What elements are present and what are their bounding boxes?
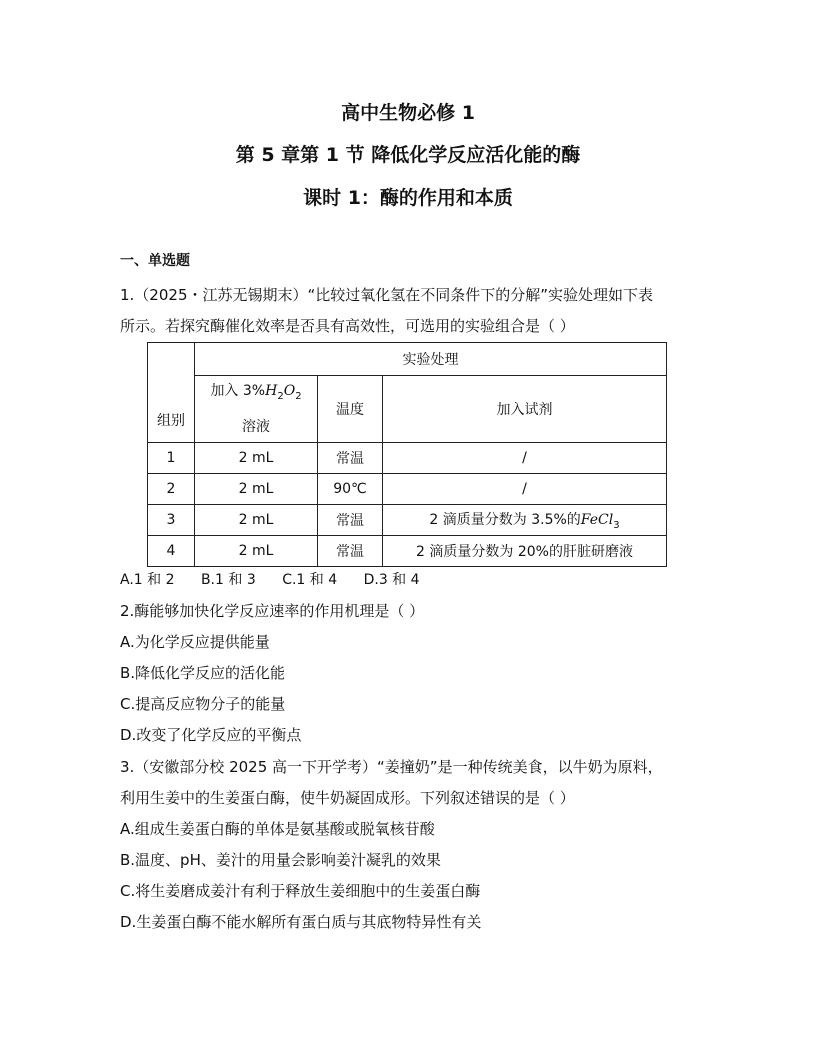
header-reagent: 加入试剂	[383, 376, 667, 443]
option-a[interactable]: A.为化学反应提供能量	[120, 633, 270, 651]
experiment-table	[147, 342, 667, 567]
header-group: 组别	[148, 343, 195, 443]
option-b[interactable]: B.温度、pH、姜汁的用量会影响姜汁凝乳的效果	[120, 851, 441, 869]
table-row: 4 2 mL 常温 2 滴质量分数为 20%的肝脏研磨液	[148, 535, 667, 566]
option-a[interactable]: A.组成生姜蛋白酶的单体是氨基酸或脱氧核苷酸	[120, 820, 435, 838]
header-temperature: 温度	[318, 376, 383, 443]
header-treatment: 实验处理	[195, 343, 667, 376]
table-row: 3 2 mL 常温 2 滴质量分数为 3.5%的FeCl$_3$	[148, 504, 667, 535]
table-row: 1 2 mL 常温 /	[148, 442, 667, 473]
option-d[interactable]: D.生姜蛋白酶不能水解所有蛋白质与其底物特异性有关	[120, 913, 482, 931]
option-c[interactable]: C.1 和 4	[282, 572, 338, 588]
question-3-text-line1: 3.（安徽部分校 2025 高一下开学考）“姜撞奶”是一种传统美食，以牛奶为原料，	[120, 758, 663, 776]
question-1-text-line2: 所示。若探究酶催化效率是否具有高效性，可选用的实验组合是（ ）	[120, 317, 575, 335]
option-b[interactable]: B.降低化学反应的活化能	[120, 664, 286, 682]
option-d[interactable]: D.3 和 4	[363, 572, 420, 588]
lesson-title: 课时 1：酶的作用和本质	[303, 187, 513, 209]
option-c[interactable]: C.提高反应物分子的能量	[120, 695, 286, 713]
question-1-text-line1: 1.（2025・江苏无锡期末）“比较过氧化氢在不同条件下的分解”实验处理如下表	[120, 286, 654, 304]
option-d[interactable]: D.改变了化学反应的平衡点	[120, 726, 302, 744]
question-2-text: 2.酶能够加快化学反应速率的作用机理是（ ）	[120, 602, 425, 620]
question-3-text-line2: 利用生姜中的生姜蛋白酶，使牛奶凝固成形。下列叙述错误的是（ ）	[120, 789, 575, 807]
option-c[interactable]: C.将生姜磨成姜汁有利于释放生姜细胞中的生姜蛋白酶	[120, 882, 481, 900]
document-title: 高中生物必修 1	[341, 102, 475, 124]
header-h2o2: 加入 $3\%H_2O_2$ 溶液	[195, 376, 318, 443]
table-row: 2 2 mL 90℃ /	[148, 473, 667, 504]
section-heading: 一、单选题	[120, 253, 190, 269]
chapter-title: 第 5 章第 1 节 降低化学反应活化能的酶	[235, 144, 581, 166]
question-1-options	[120, 569, 442, 589]
option-b[interactable]: B.1 和 3	[200, 572, 256, 588]
option-a[interactable]: A.1 和 2	[120, 572, 175, 588]
